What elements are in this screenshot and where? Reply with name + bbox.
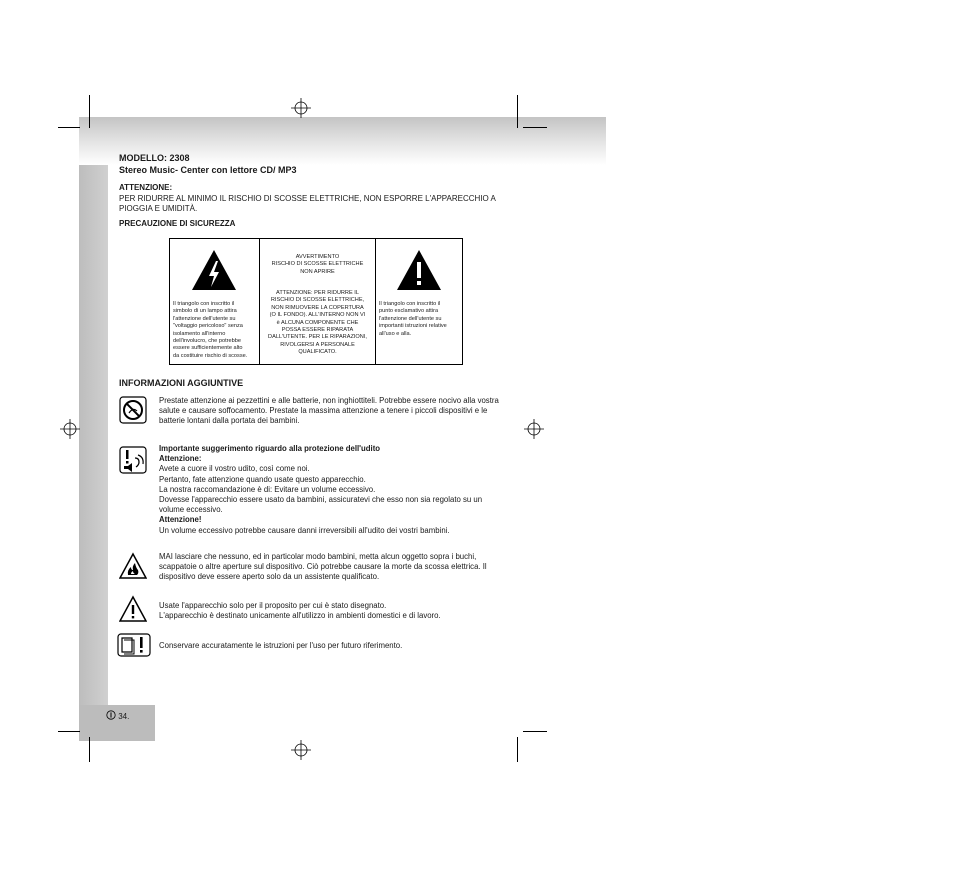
text-line: Usate l'apparecchio solo per il proposito per cui è stato disegnato. — [159, 601, 387, 610]
crop-mark — [58, 731, 80, 732]
product-name: Stereo Music- Center con lettore CD/ MP3 — [119, 165, 297, 175]
text-line: Il triangolo con inscritto il — [173, 301, 235, 307]
manual-icon — [117, 633, 151, 657]
text-line: volume eccessivo. — [159, 505, 223, 515]
lightning-cell — [170, 239, 260, 364]
usage-note — [159, 601, 519, 621]
text-line: scappatoie o altre aperture sul dispositivo. Ciò potrebbe causare la morte da scossa elettrica. Il — [159, 562, 487, 572]
openings-warning — [159, 552, 519, 583]
crop-mark — [89, 95, 90, 128]
text-line: MAI lasciare che nessuno, ed in particolar modo bambini, metta alcun oggetto sopra i buchi, — [159, 552, 477, 561]
text-line: DALL'UTENTE. PER LE RIPARAZIONI, — [268, 334, 367, 341]
text-line: dispositivo deve essere aperto solo da un assistente qualificato. — [159, 572, 380, 582]
warning-cell — [260, 239, 376, 364]
text-line: Dovesse l'apparecchio essere usato da bambini, assicuratevi che esso non sia regolato su un — [159, 495, 483, 505]
choking-warning — [159, 396, 519, 427]
text-line: ATTENZIONE: PER RIDURRE IL — [276, 290, 359, 296]
hearing-attention: Attenzione: — [159, 454, 202, 464]
attention-line: PIOGGIA E UMIDITÀ. — [119, 204, 198, 213]
text-line: Il triangolo con inscritto il — [379, 301, 441, 307]
text-line: RIVOLGERSI A PERSONALE — [280, 341, 355, 348]
text-line: l'attenzione dell'utente su — [173, 315, 236, 322]
attention-title: ATTENZIONE: — [119, 183, 173, 192]
text-line: salute e causare soffocamento. Prestate la massima attenzione a tenere i piccoli dispositivi e le — [159, 406, 488, 416]
caution-icon — [119, 595, 147, 623]
language-circle-icon — [106, 710, 116, 720]
crop-mark — [517, 95, 518, 128]
text-line: da costituire rischio di scosse. — [173, 352, 248, 359]
registration-mark-icon — [60, 419, 80, 439]
exclamation-text — [379, 301, 461, 338]
hearing-warning — [159, 444, 519, 536]
manual-note: Conservare accuratamente le istruzioni per l'uso per futuro riferimento. — [159, 641, 403, 650]
text-line: L'apparecchio è destinato unicamente all'utilizzo in ambienti domestici e di lavoro. — [159, 611, 441, 621]
attention-block — [119, 183, 519, 215]
text-line: La nostra raccomandazione è di: Evitare un volume eccessivo. — [159, 484, 376, 494]
hearing-title: Importante suggerimento riguardo alla protezione dell'udito — [159, 444, 381, 453]
exclamation-cell — [376, 239, 462, 364]
text-line: punto esclamativo attira — [379, 308, 439, 315]
warning-bottom-text — [260, 290, 375, 357]
registration-mark-icon — [524, 419, 544, 439]
text-line: Un volume eccessivo potrebbe causare danni irreversibili all'udito dei vostri bambini. — [159, 525, 450, 535]
text-line: NON RIMUOVERE LA COPERTURA — [271, 304, 364, 311]
text-line: Avete a cuore il vostro udito, così come noi. — [159, 464, 310, 474]
text-line: "voltaggio pericoloso" senza — [173, 323, 243, 330]
safety-warning-table — [169, 238, 463, 365]
text-line: RISCHIO DI SCOSSE ELETTRICHE — [271, 261, 364, 268]
text-line: POSSA ESSERE RIPARATA — [281, 327, 354, 334]
text-line: importanti istruzioni relative — [379, 323, 447, 330]
model-heading — [119, 152, 297, 176]
text-line: NON APRIRE — [300, 268, 335, 275]
hearing-warning-icon — [119, 446, 147, 474]
text-line: è ALCUNA COMPONENTE CHE — [276, 319, 359, 326]
warning-top-text — [260, 254, 375, 276]
page-number — [106, 710, 129, 722]
text-line: all'uso e alla. — [379, 330, 412, 337]
text-line: simbolo di un lampo attira — [173, 308, 237, 315]
crop-mark — [523, 127, 547, 128]
crop-mark — [58, 127, 80, 128]
text-line: Pertanto, fate attenzione quando usate questo apparecchio. — [159, 474, 366, 484]
lightning-triangle-icon — [191, 249, 237, 291]
page-number-text: 34. — [118, 712, 130, 721]
text-line: QUALIFICATO. — [298, 349, 337, 356]
safety-title: PRECAUZIONE DI SICUREZZA — [119, 219, 236, 228]
text-line: RISCHIO DI SCOSSE ELETTRICHE, — [270, 297, 365, 304]
text-line: essere sufficientemente alto — [173, 345, 243, 352]
text-line: AVVERTIMENTO — [295, 254, 340, 260]
no-swallow-icon — [119, 396, 147, 424]
text-line: l'attenzione dell'utente su — [379, 315, 442, 322]
crop-mark — [523, 731, 547, 732]
text-line: (O IL FONDO). ALL'INTERNO NON VI — [269, 312, 366, 319]
registration-mark-icon — [291, 98, 311, 118]
attention-line: PER RIDURRE AL MINIMO IL RISCHIO DI SCOSSE ELETTRICHE, NON ESPORRE L'APPARECCHIO A — [119, 193, 496, 203]
text-line: batterie lontani dalla portata dei bambini. — [159, 416, 300, 426]
registration-mark-icon — [291, 740, 311, 760]
text-line: isolamento all'interno — [173, 330, 226, 337]
lightning-text — [173, 301, 258, 360]
text-line: Prestate attenzione ai pezzettini e alle batterie, non inghiottiteli. Potrebbe essere nocivo alla vostra — [159, 396, 499, 405]
model-number: MODELLO: 2308 — [119, 153, 190, 163]
info-title: INFORMAZIONI AGGIUNTIVE — [119, 378, 244, 388]
side-band — [79, 165, 108, 705]
hearing-attention: Attenzione! — [159, 515, 202, 525]
fire-hazard-icon — [119, 552, 147, 580]
exclamation-triangle-icon — [396, 249, 442, 291]
crop-mark — [517, 737, 518, 762]
crop-mark — [89, 737, 90, 762]
text-line: dell'involucro, che potrebbe — [173, 338, 241, 345]
